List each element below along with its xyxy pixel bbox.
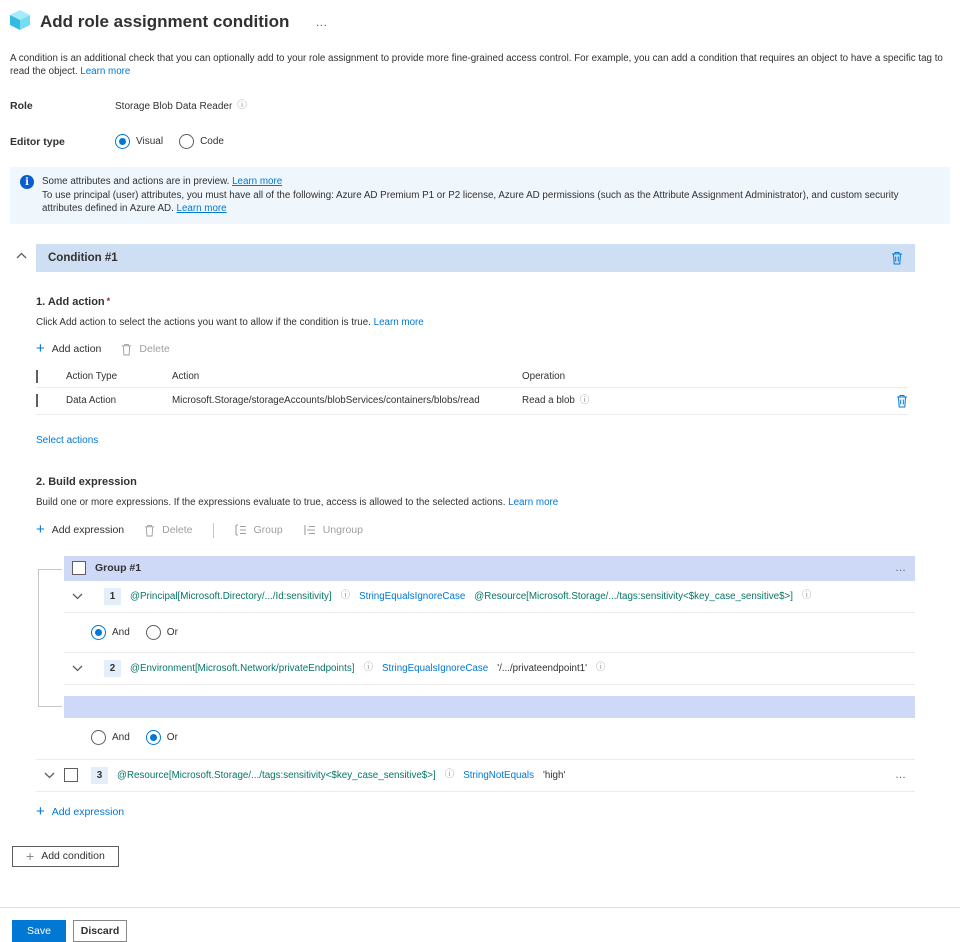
expression-attribute-link[interactable]: @Resource[Microsoft.Storage/.../tags:sensitivity<$key_case_sensitive$>] (117, 769, 436, 781)
chevron-down-icon[interactable] (72, 665, 83, 672)
outer-or-option[interactable] (146, 730, 178, 745)
add-action-description: Click Add action to select the actions you want to allow if the condition is true. Learn more (36, 316, 424, 328)
role-row (10, 100, 950, 112)
add-action-learn-more-link[interactable]: Learn more (373, 316, 424, 328)
save-button[interactable]: Save (12, 920, 66, 942)
plus-icon: + (36, 521, 45, 538)
banner-learn-more-link-2[interactable]: Learn more (176, 203, 227, 214)
build-expression-toolbar (36, 523, 915, 538)
add-action-button[interactable]: + Add action (36, 340, 102, 357)
outer-and-option[interactable] (91, 730, 130, 745)
expression-checkbox[interactable] (64, 768, 78, 782)
delete-row-trash-icon[interactable] (880, 394, 908, 408)
action-table (36, 366, 908, 415)
role-info-icon[interactable]: ⓘ (237, 100, 247, 112)
add-expression-button[interactable]: + Add expression (36, 521, 125, 538)
ungroup-button[interactable]: Ungroup (303, 524, 363, 536)
editor-type-label: Editor type (10, 135, 65, 148)
or-label: Or (166, 731, 178, 743)
attribute-info-icon[interactable]: ⓘ (444, 769, 455, 781)
editor-visual-label: Visual (136, 136, 164, 147)
add-action-toolbar (36, 340, 915, 357)
more-options-icon[interactable]: … (315, 14, 329, 29)
banner-line-2: To use principal (user) attributes, you must have all of the following: Azure AD Premium P1 or P2 license, Azure AD permissions (such as the Attribute Assignment Administrator), and custom security attributes defined in Azure AD. Learn more (42, 189, 899, 214)
app-cube-icon (8, 8, 32, 35)
expression-number: 1 (104, 588, 121, 605)
add-condition-button[interactable]: + Add condition (12, 846, 119, 867)
expression-operator-link[interactable]: StringEqualsIgnoreCase (359, 590, 466, 602)
plus-icon: + (36, 340, 45, 357)
role-value: Storage Blob Data Reader (115, 100, 233, 112)
col-operation: Operation (522, 370, 566, 382)
plus-icon: + (36, 802, 45, 820)
radio-selected-icon[interactable] (115, 134, 130, 149)
col-action-type: Action Type (66, 370, 118, 382)
expression-value: 'high' (543, 769, 566, 781)
expression-number: 2 (104, 660, 121, 677)
expression-group (64, 556, 915, 718)
or-label: Or (166, 626, 178, 638)
expression-attribute-link[interactable]: @Principal[Microsoft.Directory/.../Id:sensitivity] (130, 590, 332, 602)
expression-row-1 (64, 581, 915, 613)
group-connector (64, 613, 915, 652)
select-all-checkbox[interactable] (36, 370, 38, 383)
and-label: And (112, 731, 130, 743)
attribute-info-icon[interactable]: ⓘ (363, 662, 373, 674)
action-table-row (36, 388, 908, 415)
radio-unselected-icon[interactable] (146, 625, 161, 640)
build-expression-heading: 2. Build expression (36, 475, 137, 488)
group-and-option[interactable] (91, 625, 130, 640)
info-banner (10, 167, 950, 224)
delete-condition-trash-icon[interactable] (891, 251, 903, 265)
select-actions-link[interactable]: Select actions (36, 434, 99, 446)
radio-unselected-icon[interactable] (179, 134, 194, 149)
group-header-bar (64, 556, 915, 581)
build-expression-description: Build one or more expressions. If the expressions evaluate to true, access is allowed to the selected actions. Learn more (36, 496, 559, 508)
editor-type-row (10, 134, 950, 149)
editor-code-label: Code (200, 136, 224, 147)
expression-row-2 (64, 652, 915, 685)
col-action: Action (172, 370, 200, 382)
intro-text: A condition is an additional check that you can optionally add to your role assignment to provide more fine-grained access control. For example, you can add a condition that requires an object to have a specific tag to read the object. Learn more (10, 53, 943, 77)
operation-info-icon[interactable]: ⓘ (579, 394, 590, 406)
delete-expression-button[interactable]: Delete (144, 524, 192, 537)
expression-attribute-link[interactable]: @Environment[Microsoft.Network/privateEndpoints] (130, 662, 355, 674)
group-button[interactable]: Group (234, 524, 283, 536)
banner-learn-more-link-1[interactable]: Learn more (232, 176, 283, 187)
required-asterisk: * (106, 295, 111, 306)
chevron-down-icon[interactable] (44, 772, 55, 779)
group-bracket (38, 569, 62, 707)
condition-section (10, 244, 915, 818)
expression-number: 3 (91, 767, 108, 784)
operation-cell: Read a blob (522, 395, 575, 406)
discard-button[interactable]: Discard (73, 920, 127, 942)
editor-type-radio-group (115, 134, 224, 149)
attribute-info-icon[interactable]: ⓘ (340, 590, 351, 602)
title-bar (0, 0, 960, 35)
group-more-icon[interactable]: … (895, 562, 907, 574)
group-checkbox[interactable] (72, 561, 86, 575)
expression-more-icon[interactable]: … (895, 769, 907, 781)
add-action-heading: 1. Add action * (36, 295, 111, 308)
add-expression-link[interactable]: + Add expression (36, 802, 125, 820)
value-info-icon[interactable]: ⓘ (596, 662, 606, 674)
delete-action-button[interactable]: Delete (121, 343, 169, 356)
expression-value: '/.../privateendpoint1' (497, 662, 587, 674)
expression-row-3 (36, 759, 915, 792)
expression-operator-link[interactable]: StringNotEquals (463, 769, 535, 781)
condition-title: Condition #1 (48, 251, 118, 264)
action-table-header (36, 366, 908, 388)
expression-operator-link[interactable]: StringEqualsIgnoreCase (382, 662, 489, 674)
editor-visual-option[interactable] (115, 134, 163, 149)
row-checkbox[interactable] (36, 394, 38, 407)
radio-selected-icon[interactable] (91, 625, 106, 640)
intro-learn-more-link[interactable]: Learn more (80, 66, 131, 77)
editor-code-option[interactable] (179, 134, 224, 149)
info-icon: i (20, 175, 34, 189)
build-expression-learn-more-link[interactable]: Learn more (508, 496, 559, 508)
chevron-down-icon[interactable] (72, 593, 83, 600)
collapse-chevron-up-icon[interactable] (16, 252, 27, 259)
outer-connector (36, 718, 915, 757)
group-title: Group #1 (95, 562, 142, 574)
toolbar-separator (213, 523, 214, 538)
banner-line-1: Some attributes and actions are in preview. Learn more (42, 176, 283, 187)
condition-header-bar (36, 244, 915, 272)
page-title: Add role assignment condition (40, 11, 290, 31)
group-or-option[interactable] (146, 625, 178, 640)
group-drop-area[interactable] (64, 696, 915, 718)
action-type-cell: Data Action (66, 395, 117, 406)
role-label: Role (10, 100, 33, 112)
and-label: And (112, 626, 130, 638)
action-cell: Microsoft.Storage/storageAccounts/blobServices/containers/blobs/read (172, 395, 480, 406)
expression-value-attribute-link[interactable]: @Resource[Microsoft.Storage/.../tags:sensitivity<$key_case_sensitive$>] (474, 590, 793, 602)
footer-actions (0, 908, 960, 942)
radio-selected-icon[interactable] (146, 730, 161, 745)
value-info-icon[interactable]: ⓘ (802, 590, 812, 602)
plus-icon: + (26, 847, 35, 864)
radio-unselected-icon[interactable] (91, 730, 106, 745)
